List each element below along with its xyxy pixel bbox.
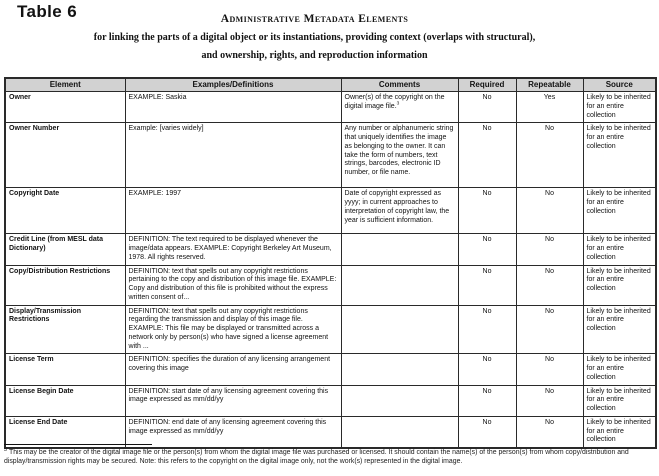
examples-cell: DEFINITION: start date of any licensing agreement covering this image expressed as mm/dd/yy — [125, 385, 341, 416]
element-cell: Copyright Date — [5, 188, 125, 234]
source-cell: Likely to be inherited for an entire collection — [583, 123, 656, 188]
table-number-label: Table 6 — [17, 2, 78, 21]
required-cell: No — [458, 416, 516, 448]
footnote-divider — [4, 444, 152, 445]
required-cell: No — [458, 92, 516, 123]
table-row-owner — [5, 92, 656, 123]
required-cell: No — [458, 385, 516, 416]
table-row-copyright-date — [5, 188, 656, 234]
comments-cell: Any number or alphanumeric string that uniquely identifies the image as belonging to the owner. It can take the form of numbers, text strings, barcodes, electronic ID number, or file name. — [341, 123, 458, 188]
repeatable-cell: No — [516, 234, 583, 265]
repeatable-cell: Yes — [516, 92, 583, 123]
comments-cell — [341, 305, 458, 354]
examples-cell: DEFINITION: end date of any licensing agreement covering this image expressed as mm/dd/yy — [125, 416, 341, 448]
required-cell: No — [458, 305, 516, 354]
footnote-marker: 3 — [4, 446, 7, 453]
source-cell: Likely to be inherited for an entire collection — [583, 234, 656, 265]
header-row — [5, 78, 656, 92]
element-cell: Owner — [5, 92, 125, 123]
element-cell: License End Date — [5, 416, 125, 448]
element-cell: Credit Line (from MESL data Dictionary) — [5, 234, 125, 265]
required-cell: No — [458, 265, 516, 305]
element-cell: Display/Transmission Restrictions — [5, 305, 125, 354]
table-row-credit-line — [5, 234, 656, 265]
examples-cell: DEFINITION: text that spells out any copyright restrictions pertaining to the copy and distribution of this image file. EXAMPLE: Copy and distribution of this file is prohibited without the express written consent of... — [125, 265, 341, 305]
source-cell: Likely to be inherited for an entire collection — [583, 385, 656, 416]
repeatable-cell: No — [516, 385, 583, 416]
comments-cell — [341, 234, 458, 265]
source-cell: Likely to be inherited for an entire collection — [583, 416, 656, 448]
page-title: Administrative Metadata Elements — [220, 13, 409, 25]
required-cell: No — [458, 188, 516, 234]
column-header-comments: Comments — [341, 78, 458, 92]
repeatable-cell: No — [516, 354, 583, 385]
element-cell: License Begin Date — [5, 385, 125, 416]
repeatable-cell: No — [516, 305, 583, 354]
required-cell: No — [458, 354, 516, 385]
examples-cell: DEFINITION: The text required to be displayed whenever the image/data appears. EXAMPLE: Copyright Berkeley Art Museum, 1978. All rights reserved. — [125, 234, 341, 265]
footnote-ref: 3 — [396, 101, 400, 107]
element-cell: Copy/Distribution Restrictions — [5, 265, 125, 305]
repeatable-cell: No — [516, 188, 583, 234]
table-row-license-term — [5, 354, 656, 385]
page-subtitle-line1: for linking the parts of a digital object or its instantiations, providing context (overlaps with structural), — [93, 32, 536, 43]
table-row-display-transmission — [5, 305, 656, 354]
column-header-element: Element — [5, 78, 125, 92]
table-row-owner-number — [5, 123, 656, 188]
source-cell: Likely to be inherited for an entire collection — [583, 92, 656, 123]
title-block — [0, 13, 629, 68]
footnote-body: This may be the creator of the digital image file or the person(s) from whom the digital image file was purchased or licensed. It should contain the name(s) of the person(s) from whom copy/distribution and display/transmission rights may be secured. Note: this refers to the copyright on the digital image only, not the work(s) represented in the digital image. — [4, 449, 629, 466]
examples-cell: EXAMPLE: 1997 — [125, 188, 341, 234]
table-row-license-begin-date — [5, 385, 656, 416]
comments-cell: Date of copyright expressed as yyyy; in current approaches to interpretation of copyright law, the year is sufficient information. — [341, 188, 458, 234]
comments-cell — [341, 92, 458, 123]
element-cell: License Term — [5, 354, 125, 385]
page-subtitle-line2: and ownership, rights, and reproduction information — [201, 50, 428, 61]
column-header-required: Required — [458, 78, 516, 92]
source-cell: Likely to be inherited for an entire collection — [583, 305, 656, 354]
comments-cell — [341, 354, 458, 385]
examples-cell: DEFINITION: specifies the duration of any licensing arrangement covering this image — [125, 354, 341, 385]
required-cell: No — [458, 123, 516, 188]
required-cell: No — [458, 234, 516, 265]
source-cell: Likely to be inherited for an entire collection — [583, 188, 656, 234]
column-header-repeatable: Repeatable — [516, 78, 583, 92]
table-row-copy-distribution — [5, 265, 656, 305]
examples-cell: EXAMPLE: Saskia — [125, 92, 341, 123]
examples-cell: Example: [varies widely] — [125, 123, 341, 188]
examples-cell: DEFINITION: text that spells out any copyright restrictions regarding the transmission and display of this image file. EXAMPLE: This file may be displayed or transmitted across a network only by person(s) who have signed a license agreement with ... — [125, 305, 341, 354]
source-cell: Likely to be inherited for an entire collection — [583, 354, 656, 385]
comments-cell — [341, 385, 458, 416]
comments-text: Owner(s) of the copyright on the digital image file. — [344, 94, 445, 110]
repeatable-cell: No — [516, 265, 583, 305]
repeatable-cell: No — [516, 123, 583, 188]
metadata-elements-table — [4, 77, 657, 449]
column-header-source: Source — [583, 78, 656, 92]
footnote — [4, 444, 654, 467]
column-header-examples: Examples/Definitions — [125, 78, 341, 92]
footnote-text — [4, 448, 654, 467]
comments-cell — [341, 265, 458, 305]
repeatable-cell: No — [516, 416, 583, 448]
element-cell: Owner Number — [5, 123, 125, 188]
source-cell: Likely to be inherited for an entire collection — [583, 265, 656, 305]
